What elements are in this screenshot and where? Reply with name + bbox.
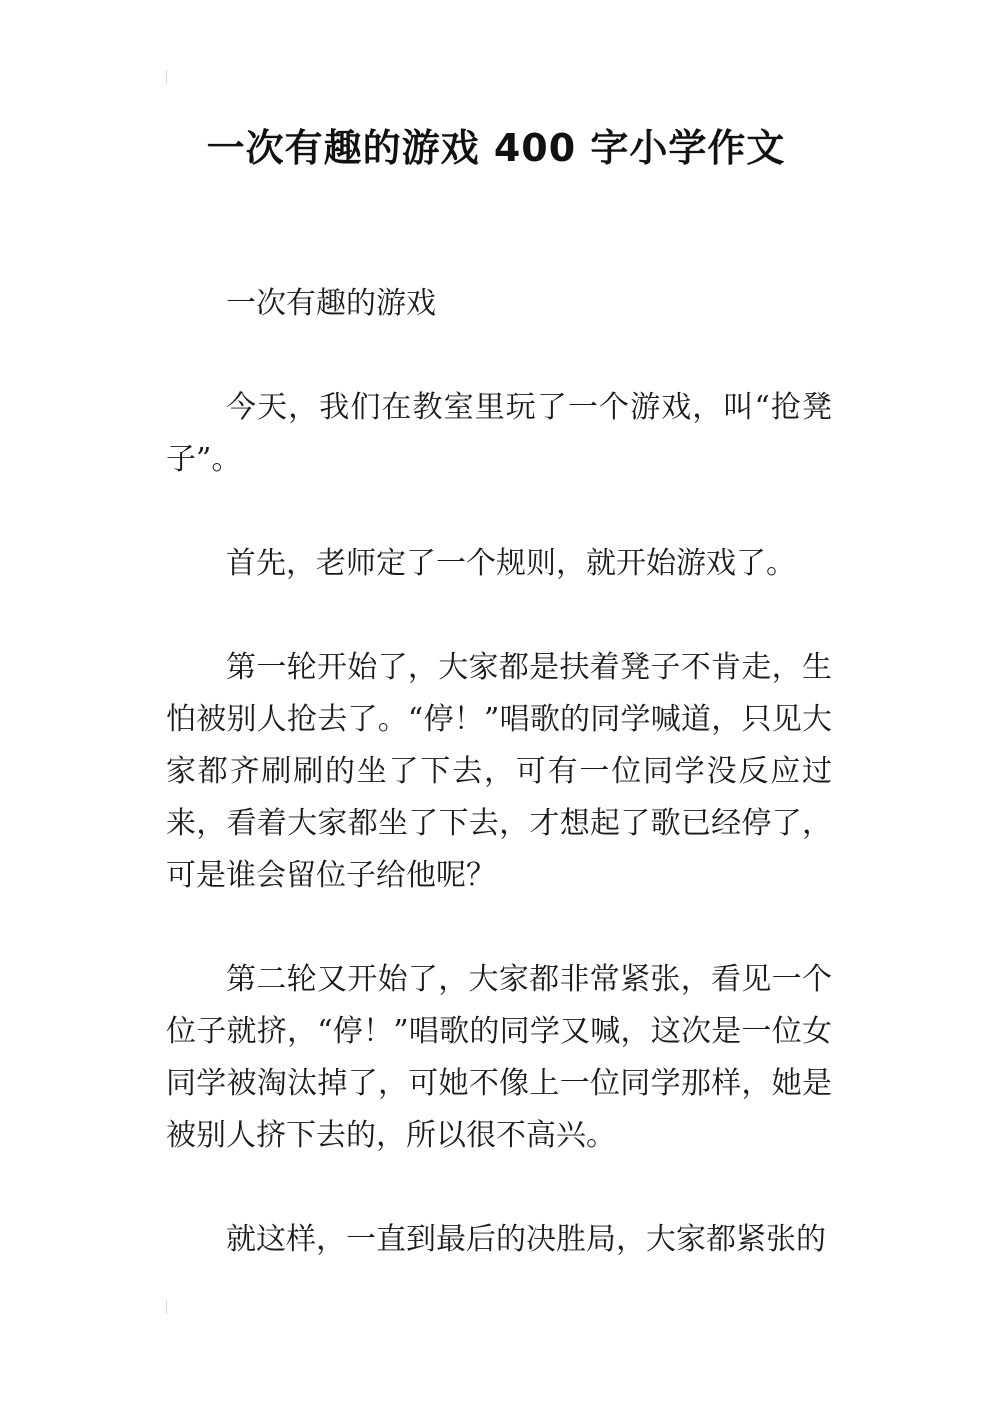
paragraph: 第二轮又开始了，大家都非常紧张，看见一个位子就挤，“停！”唱歌的同学又喊，这次是一位女同学被淘汰掉了，可她不像上一位同学那样，她是被别人挤下去的，所以很不高兴。 xyxy=(166,962,832,1153)
crop-mark-top xyxy=(166,70,167,84)
paragraph: 今天，我们在教室里玩了一个游戏，叫“抢凳子”。 xyxy=(166,390,832,477)
paragraph: 就这样，一直到最后的决胜局，大家都紧张的 xyxy=(226,1222,826,1257)
document-body xyxy=(166,278,832,1266)
paragraph: 第一轮开始了，大家都是扶着凳子不肯走，生怕被别人抢去了。“停！”唱歌的同学喊道，只见大家都齐刷刷的坐了下去，可有一位同学没反应过来，看着大家都坐了下去，才想起了歌已经停了，可是谁会留位子给他呢？ xyxy=(166,650,832,893)
document-title: 一次有趣的游戏 400 字小学作文 xyxy=(206,126,786,170)
crop-mark-bottom xyxy=(166,1300,167,1314)
paragraph-heading: 一次有趣的游戏 xyxy=(226,286,436,321)
paragraph: 首先，老师定了一个规则，就开始游戏了。 xyxy=(226,546,796,581)
